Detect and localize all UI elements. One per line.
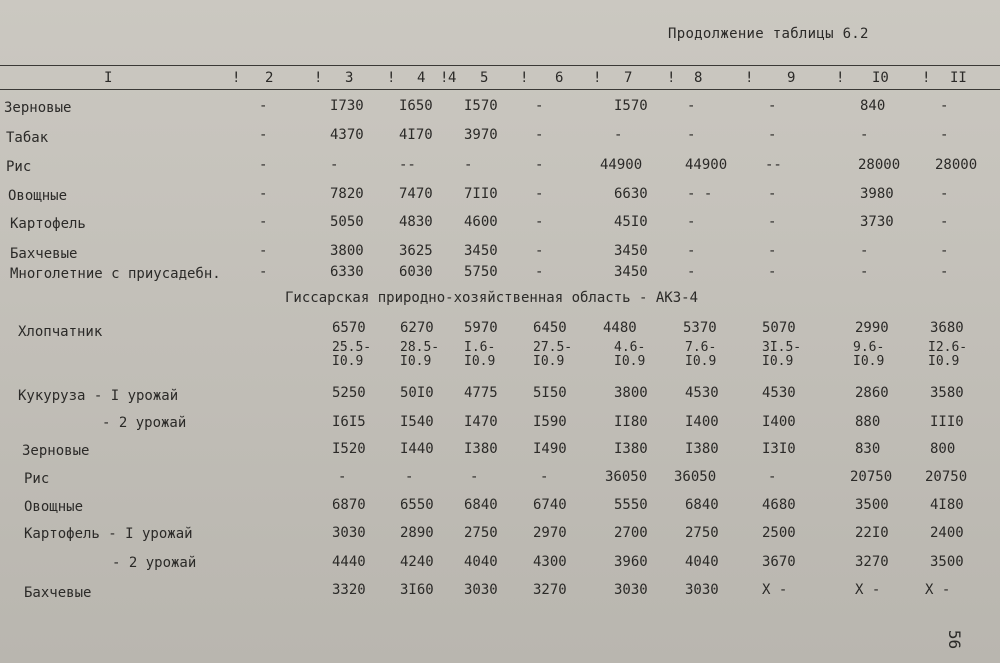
table-cell: I380	[685, 441, 719, 457]
table-cell: 5750	[464, 264, 498, 280]
col-header-1: I	[104, 70, 113, 86]
table-cell: -	[535, 157, 544, 173]
table-cell: 4530	[685, 385, 719, 401]
header-rule-bottom	[0, 89, 1000, 90]
table-cell: I400	[685, 414, 719, 430]
table-cell: -	[259, 157, 268, 173]
table-cell: 880	[855, 414, 881, 430]
table-cell: -	[259, 243, 268, 259]
table-cell: -	[687, 127, 696, 143]
table-cell: 3030	[614, 582, 648, 598]
table-cell: 6330	[330, 264, 364, 280]
table-cell: -	[768, 127, 777, 143]
date-range: 7.6-	[685, 340, 717, 355]
table-cell: 7820	[330, 186, 364, 202]
row-label: - 2 урожай	[102, 415, 187, 431]
table-cell: 3800	[330, 243, 364, 259]
table-cell: 22I0	[855, 525, 889, 541]
table-cell: 4370	[330, 127, 364, 143]
date-range: I0.9	[614, 354, 646, 369]
row-label: Рис	[6, 159, 32, 175]
table-cell: -	[259, 127, 268, 143]
table-cell: 3500	[855, 497, 889, 513]
table-cell: 3030	[464, 582, 498, 598]
table-cell: 3030	[332, 525, 366, 541]
table-cell: I730	[330, 98, 364, 114]
row-label: Кукуруза - I урожай	[18, 388, 179, 404]
table-cell: 44900	[685, 157, 728, 173]
table-cell: 4300	[533, 554, 567, 570]
col-header-9: 9	[787, 70, 796, 86]
row-label: Овощные	[8, 188, 68, 204]
table-cell: 3450	[614, 243, 648, 259]
table-cell: 2860	[855, 385, 889, 401]
table-cell: -	[614, 127, 623, 143]
table-cell: 3730	[860, 214, 894, 230]
table-cell: 3800	[614, 385, 648, 401]
table-cell: 44900	[600, 157, 643, 173]
table-cell: 6840	[464, 497, 498, 513]
col-header-7: 7	[624, 70, 633, 86]
table-cell: -	[940, 186, 949, 202]
table-cell: 6840	[685, 497, 719, 513]
table-cell: 50I0	[400, 385, 434, 401]
table-cell: -	[940, 98, 949, 114]
table-cell: I400	[762, 414, 796, 430]
date-range: I0.9	[928, 354, 960, 369]
table-cell: 2890	[400, 525, 434, 541]
table-cell: --	[765, 157, 782, 173]
date-range: 27.5-	[533, 340, 573, 355]
table-cell: 3625	[399, 243, 433, 259]
table-cell: -	[940, 214, 949, 230]
table-cell: 5250	[332, 385, 366, 401]
table-cell: I470	[464, 414, 498, 430]
table-cell: X -	[762, 582, 788, 598]
table-cell: 7470	[399, 186, 433, 202]
table-cell: 6550	[400, 497, 434, 513]
table-cell: 4I70	[399, 127, 433, 143]
table-cell: -	[535, 264, 544, 280]
table-cell: 6870	[332, 497, 366, 513]
table-cell: 3030	[685, 582, 719, 598]
col-header-6: 6	[555, 70, 564, 86]
table-cell: 2990	[855, 320, 889, 336]
table-cell: 2970	[533, 525, 567, 541]
date-range: 25.5-	[332, 340, 372, 355]
table-cell: -	[464, 157, 473, 173]
table-caption: Продолжение таблицы 6.2	[668, 26, 869, 42]
col-header-2: 2	[265, 70, 274, 86]
table-cell: -	[768, 469, 777, 485]
table-cell: 6740	[533, 497, 567, 513]
table-cell: -	[768, 214, 777, 230]
table-cell: I590	[533, 414, 567, 430]
table-cell: -	[259, 98, 268, 114]
table-cell: 6570	[332, 320, 366, 336]
table-cell: 6270	[400, 320, 434, 336]
table-cell: -	[535, 214, 544, 230]
table-cell: -	[687, 98, 696, 114]
col-separator: !	[836, 70, 845, 86]
table-cell: 4I80	[930, 497, 964, 513]
table-cell: 3960	[614, 554, 648, 570]
col-header-5: 5	[480, 70, 489, 86]
col-header-8: 8	[694, 70, 703, 86]
table-cell: 3270	[533, 582, 567, 598]
col-separator: !	[922, 70, 931, 86]
table-cell: -	[860, 243, 869, 259]
date-range: I0.9	[685, 354, 717, 369]
table-cell: 2400	[930, 525, 964, 541]
table-cell: 45I0	[614, 214, 648, 230]
row-label: Бахчевые	[10, 246, 78, 262]
row-label: Картофель - I урожай	[24, 526, 193, 542]
table-cell: 4530	[762, 385, 796, 401]
table-cell: -	[330, 157, 339, 173]
table-cell: 7II0	[464, 186, 498, 202]
date-range: 4.6-	[614, 340, 646, 355]
table-cell: --	[399, 157, 416, 173]
row-label: Картофель	[10, 216, 86, 232]
table-cell: 3450	[464, 243, 498, 259]
table-cell: -	[259, 264, 268, 280]
table-cell: 2750	[464, 525, 498, 541]
table-cell: 3I60	[400, 582, 434, 598]
date-range: I0.9	[533, 354, 565, 369]
table-cell: -	[259, 214, 268, 230]
table-cell: 5070	[762, 320, 796, 336]
table-cell: - -	[687, 186, 713, 202]
table-cell: 20750	[850, 469, 893, 485]
table-cell: -	[687, 243, 696, 259]
date-range: 3I.5-	[762, 340, 802, 355]
col-separator: !	[745, 70, 754, 86]
row-label: - 2 урожай	[112, 555, 197, 571]
date-range: I0.9	[853, 354, 885, 369]
date-range: I.6-	[464, 340, 496, 355]
table-cell: I540	[400, 414, 434, 430]
table-cell: 840	[860, 98, 886, 114]
table-cell: 3680	[930, 320, 964, 336]
col-header-10: I0	[872, 70, 889, 86]
header-rule-top	[0, 65, 1000, 66]
table-cell: -	[687, 214, 696, 230]
table-cell: I6I5	[332, 414, 366, 430]
table-cell: 28000	[858, 157, 901, 173]
table-cell: -	[259, 186, 268, 202]
table-cell: -	[940, 127, 949, 143]
table-cell: 5I50	[533, 385, 567, 401]
row-label: Зерновые	[4, 100, 72, 116]
col-separator: !	[440, 70, 449, 86]
table-cell: -	[940, 243, 949, 259]
table-cell: 2700	[614, 525, 648, 541]
table-cell: 2750	[685, 525, 719, 541]
date-range: I0.9	[762, 354, 794, 369]
date-range: I0.9	[400, 354, 432, 369]
date-range: 9.6-	[853, 340, 885, 355]
col-separator: !	[667, 70, 676, 86]
table-cell: 3970	[464, 127, 498, 143]
table-cell: -	[535, 127, 544, 143]
table-cell: 5550	[614, 497, 648, 513]
table-cell: -	[535, 186, 544, 202]
table-cell: X -	[855, 582, 881, 598]
row-label: Рис	[24, 471, 50, 487]
table-cell: 4240	[400, 554, 434, 570]
table-cell: 5050	[330, 214, 364, 230]
table-cell: I520	[332, 441, 366, 457]
table-cell: II80	[614, 414, 648, 430]
table-cell: -	[768, 186, 777, 202]
table-cell: 4775	[464, 385, 498, 401]
region-title: Гиссарская природно-хозяйственная область - АКЗ-4	[285, 290, 699, 306]
table-cell: 4040	[685, 554, 719, 570]
table-cell: -	[405, 469, 414, 485]
table-cell: I440	[400, 441, 434, 457]
row-label: Хлопчатник	[18, 324, 103, 340]
col-separator: 4	[448, 70, 457, 86]
table-cell: I380	[614, 441, 648, 457]
row-label: Овощные	[24, 499, 84, 515]
table-cell: -	[768, 98, 777, 114]
table-cell: -	[860, 264, 869, 280]
date-range: I2.6-	[928, 340, 968, 355]
table-cell: 4830	[399, 214, 433, 230]
table-cell: 5970	[464, 320, 498, 336]
table-cell: 6030	[399, 264, 433, 280]
col-separator: !	[232, 70, 241, 86]
table-cell: 6630	[614, 186, 648, 202]
row-label: Многолетние с приусадебн.	[10, 266, 221, 282]
table-cell: 3450	[614, 264, 648, 280]
table-cell: III0	[930, 414, 964, 430]
table-cell: 3670	[762, 554, 796, 570]
table-cell: 830	[855, 441, 881, 457]
table-cell: 800	[930, 441, 956, 457]
col-header-4: 4	[417, 70, 426, 86]
table-cell: 3580	[930, 385, 964, 401]
col-header-11: II	[950, 70, 967, 86]
table-cell: 4440	[332, 554, 366, 570]
table-cell: 3270	[855, 554, 889, 570]
table-cell: I570	[614, 98, 648, 114]
table-cell: 28000	[935, 157, 978, 173]
date-range: I0.9	[464, 354, 496, 369]
table-cell: -	[470, 469, 479, 485]
row-label: Бахчевые	[24, 585, 92, 601]
col-separator: !	[520, 70, 529, 86]
table-cell: -	[338, 469, 347, 485]
col-header-3: 3	[345, 70, 354, 86]
table-cell: 3980	[860, 186, 894, 202]
table-cell: I380	[464, 441, 498, 457]
table-cell: X -	[925, 582, 951, 598]
table-cell: 20750	[925, 469, 968, 485]
table-cell: I3I0	[762, 441, 796, 457]
table-cell: I650	[399, 98, 433, 114]
table-cell: -	[540, 469, 549, 485]
table-cell: 3320	[332, 582, 366, 598]
table-cell: 3500	[930, 554, 964, 570]
table-cell: 4040	[464, 554, 498, 570]
table-cell: -	[860, 127, 869, 143]
table-cell: -	[535, 243, 544, 259]
row-label: Зерновые	[22, 443, 90, 459]
col-separator: !	[314, 70, 323, 86]
page-number: 56	[945, 629, 965, 650]
table-cell: -	[768, 243, 777, 259]
date-range: 28.5-	[400, 340, 440, 355]
table-cell: -	[768, 264, 777, 280]
table-cell: 36050	[605, 469, 648, 485]
table-cell: 4480	[603, 320, 637, 336]
table-cell: I490	[533, 441, 567, 457]
table-cell: -	[535, 98, 544, 114]
col-separator: !	[387, 70, 396, 86]
col-separator: !	[593, 70, 602, 86]
table-cell: -	[687, 264, 696, 280]
table-cell: I570	[464, 98, 498, 114]
table-cell: 4680	[762, 497, 796, 513]
table-cell: 36050	[674, 469, 717, 485]
date-range: I0.9	[332, 354, 364, 369]
table-cell: 4600	[464, 214, 498, 230]
table-cell: -	[940, 264, 949, 280]
table-cell: 5370	[683, 320, 717, 336]
table-cell: 6450	[533, 320, 567, 336]
row-label: Табак	[6, 130, 49, 146]
table-cell: 2500	[762, 525, 796, 541]
